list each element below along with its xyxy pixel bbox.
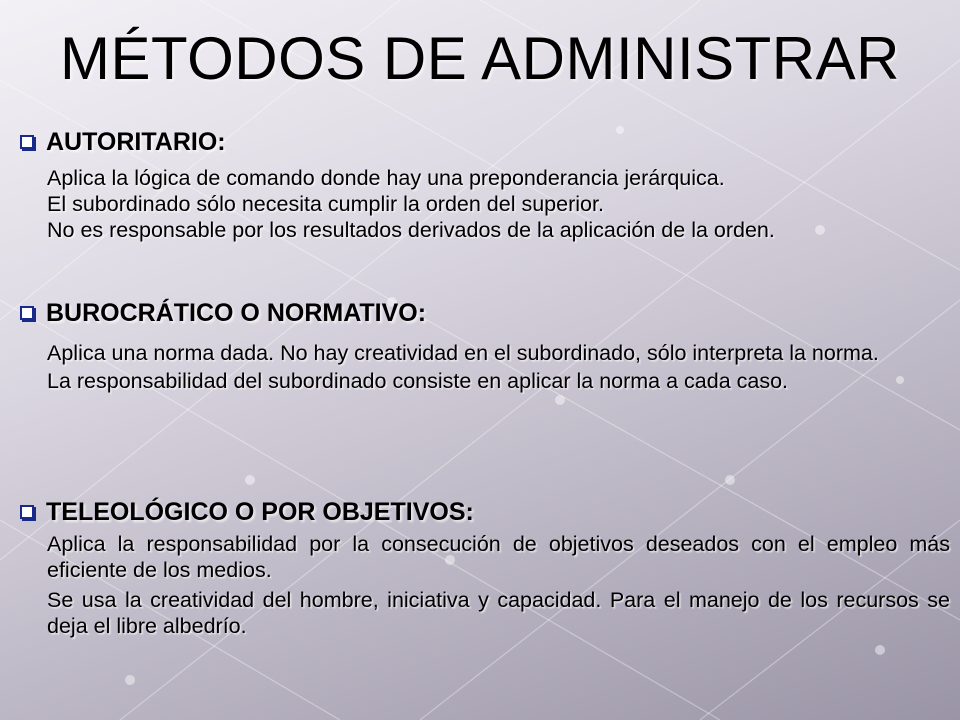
body-paragraph: La responsabilidad del subordinado consiste en aplicar la norma a cada caso. — [47, 369, 789, 393]
heading-label: BUROCRÁTICO O NORMATIVO: — [46, 299, 427, 327]
body-line: El subordinado sólo necesita cumplir la orden del superior. — [47, 192, 604, 216]
section-body — [47, 531, 950, 639]
body-paragraph: Aplica la responsabilidad por la consecución de objetivos deseados con el empleo más eficiente de los medios. — [47, 532, 950, 582]
section-heading — [20, 127, 950, 157]
body-paragraph: Se usa la creatividad del hombre, iniciativa y capacidad. Para el manejo de los recursos se deja el libre albedrío. — [47, 588, 950, 638]
section-teleologico — [20, 497, 950, 639]
hollow-square-bullet-icon — [20, 135, 34, 149]
section-body — [47, 340, 950, 394]
body-paragraph: Aplica una norma dada. No hay creatividad en el subordinado, sólo interpreta la norma. — [47, 341, 879, 365]
hollow-square-bullet-icon — [20, 505, 34, 519]
section-heading — [20, 298, 950, 328]
slide-title: MÉTODOS DE ADMINISTRAR — [60, 25, 900, 92]
hollow-square-bullet-icon — [20, 306, 34, 320]
body-line: Aplica la lógica de comando donde hay una preponderancia jerárquica. — [47, 166, 725, 190]
section-body — [47, 165, 950, 243]
heading-label: TELEOLÓGICO O POR OBJETIVOS: — [46, 498, 474, 526]
heading-label: AUTORITARIO: — [46, 128, 226, 156]
section-autoritario — [20, 127, 950, 243]
body-line: No es responsable por los resultados derivados de la aplicación de la orden. — [47, 218, 775, 242]
section-burocratico — [20, 298, 950, 394]
section-heading — [20, 497, 950, 527]
